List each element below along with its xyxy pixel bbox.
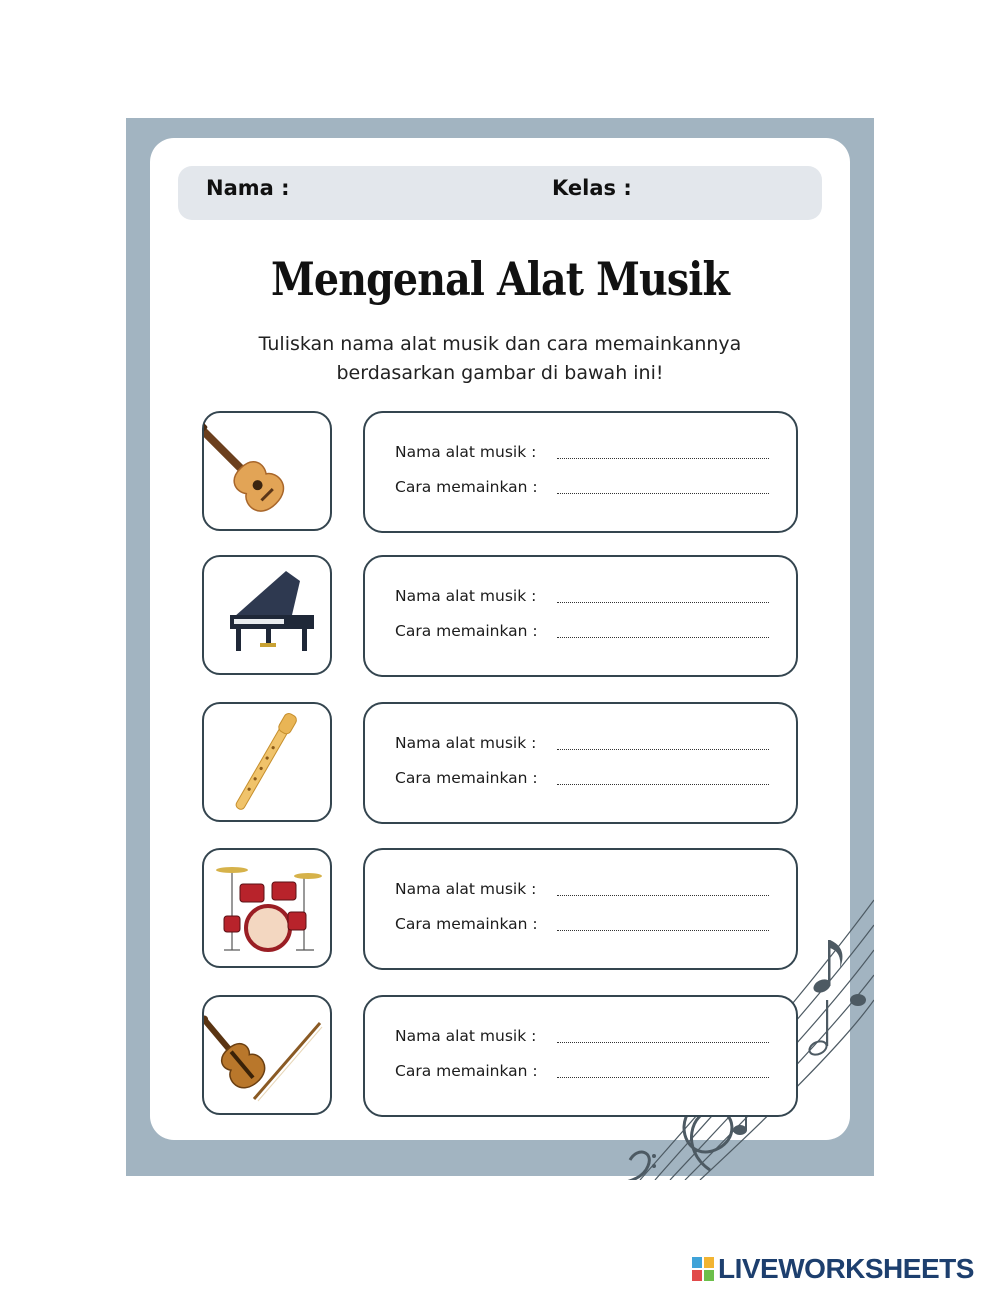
instrument-name-blank[interactable] [557,443,769,459]
instrument-name-label: Nama alat musik : [395,880,537,898]
drum-set-icon [204,850,330,966]
play-method-blank[interactable] [557,622,769,638]
instrument-name-blank[interactable] [557,1027,769,1043]
instruction-line: Tuliskan nama alat musik dan cara memainkannya [258,333,742,355]
guitar-icon [204,413,330,529]
instructions [200,330,800,388]
class-label: Kelas : [552,176,632,200]
instrument-picture-box [202,848,332,968]
instrument-name-label: Nama alat musik : [395,734,537,752]
instrument-name-blank[interactable] [557,734,769,750]
play-method-blank[interactable] [557,478,769,494]
liveworksheets-logo [692,1254,974,1284]
logo-text: LIVEWORKSHEETS [718,1253,974,1284]
play-method-label: Cara memainkan : [395,769,538,787]
instrument-picture-box [202,411,332,531]
instrument-name-label: Nama alat musik : [395,587,537,605]
instrument-name-label: Nama alat musik : [395,1027,537,1045]
answer-box [363,702,798,824]
instrument-name-blank[interactable] [557,880,769,896]
play-method-label: Cara memainkan : [395,622,538,640]
answer-box [363,555,798,677]
instrument-picture-box [202,995,332,1115]
play-method-label: Cara memainkan : [395,1062,538,1080]
instruction-line: berdasarkan gambar di bawah ini! [336,362,664,384]
page-title: Mengenal Alat Musik [270,252,730,306]
play-method-label: Cara memainkan : [395,478,538,496]
answer-box [363,995,798,1117]
play-method-label: Cara memainkan : [395,915,538,933]
name-label: Nama : [206,176,290,200]
play-method-blank[interactable] [557,769,769,785]
play-method-blank[interactable] [557,915,769,931]
violin-icon [204,997,330,1113]
play-method-blank[interactable] [557,1062,769,1078]
instrument-picture-box [202,555,332,675]
answer-box [363,848,798,970]
recorder-icon [204,704,330,820]
instrument-picture-box [202,702,332,822]
instrument-name-blank[interactable] [557,587,769,603]
piano-icon [204,557,330,673]
logo-icon [692,1257,714,1281]
instrument-name-label: Nama alat musik : [395,443,537,461]
answer-box [363,411,798,533]
